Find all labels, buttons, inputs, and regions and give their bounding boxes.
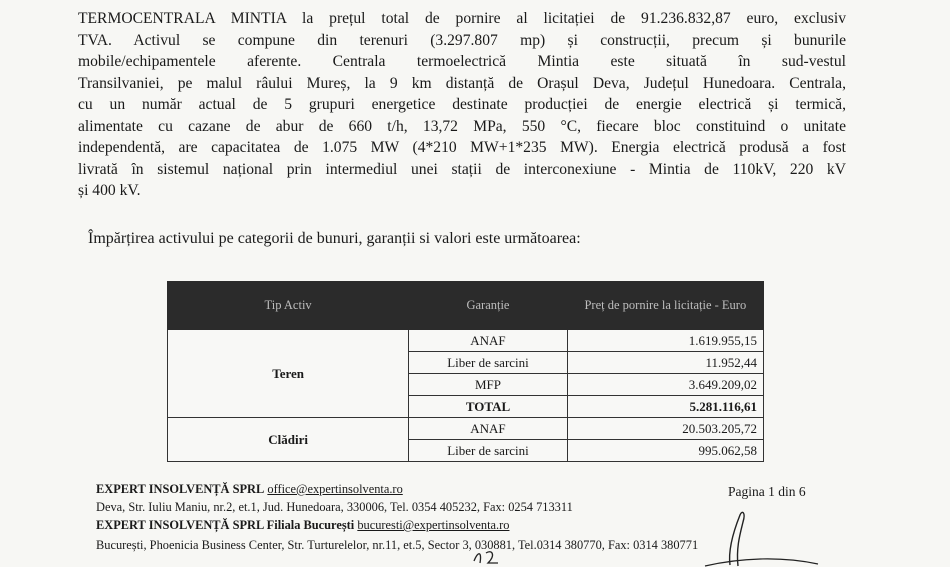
value-cell: 995.062,58 bbox=[567, 440, 763, 462]
body-line: mobile/echipamentele aferente. Centrala termoelectrică Mintia este situată în sud-vestul bbox=[78, 53, 846, 70]
header-start-price: Preț de pornire la licitație - Euro bbox=[567, 282, 763, 330]
value-cell: 11.952,44 bbox=[567, 352, 763, 374]
guarantee-cell: Liber de sarcini bbox=[409, 352, 567, 374]
footer-company-name: EXPERT INSOLVENȚĂ SPRL bbox=[96, 482, 265, 496]
body-line: TVA. Activul se compune din terenuri (3.297.807 mp) și construcții, precum și bunurile bbox=[78, 31, 846, 49]
table-row bbox=[168, 330, 764, 352]
value-cell: 20.503.205,72 bbox=[567, 418, 763, 440]
value-cell: 3.649.209,02 bbox=[567, 374, 763, 396]
body-line: Transilvaniei, pe malul râului Mureș, la 9 km distanță de Orașul Deva, Județul Hunedoara. Centrala, bbox=[78, 74, 846, 92]
asset-type-cell: Clădiri bbox=[168, 418, 409, 462]
footer-branch-email-link[interactable]: bucuresti@expertinsolventa.ro bbox=[357, 518, 510, 532]
body-line: independentă, are capacitatea de 1.075 MW (4*210 MW+1*235 MW). Energia electrică produsă a fost bbox=[78, 139, 846, 156]
signature-mark bbox=[700, 510, 820, 567]
guarantee-cell: Liber de sarcini bbox=[409, 440, 567, 462]
footer-address-deva: Deva, Str. Iuliu Maniu, nr.2, et.1, Jud. Hunedoara, 330006, Tel. 0354 405232, Fax: 0254 713311 bbox=[96, 500, 573, 514]
page-number: Pagina 1 din 6 bbox=[728, 484, 806, 499]
value-cell: 5.281.116,61 bbox=[567, 396, 763, 418]
table-header-row bbox=[168, 282, 764, 330]
table-row bbox=[168, 418, 764, 440]
body-line: livrată în sistemul național prin intermediul unei stații de interconexiune - Mintia de 110kV, 220 kV bbox=[78, 160, 846, 178]
asset-type-cell: Teren bbox=[168, 330, 409, 418]
guarantee-cell: ANAF bbox=[409, 418, 567, 440]
body-line: TERMOCENTRALA MINTIA la prețul total de pornire al licitației de 91.236.832,87 euro, exclusiv bbox=[78, 10, 846, 27]
guarantee-cell: ANAF bbox=[409, 330, 567, 352]
asset-table bbox=[167, 281, 764, 462]
guarantee-cell: TOTAL bbox=[409, 396, 567, 418]
footer-branch-name: EXPERT INSOLVENȚĂ SPRL Filiala București bbox=[96, 518, 355, 532]
body-line: și 400 kV. bbox=[78, 182, 141, 199]
body-line: cu un număr actual de 5 grupuri energetice destinate producției de energie electrică și termică, bbox=[78, 96, 846, 113]
guarantee-cell: MFP bbox=[409, 374, 567, 396]
header-asset-type: Tip Activ bbox=[168, 282, 409, 330]
footer-line-branch bbox=[96, 518, 509, 533]
handwritten-mark bbox=[470, 545, 510, 567]
table-intro: Împărțirea activului pe categorii de bunuri, garanții si valori este următoarea: bbox=[88, 230, 581, 247]
footer-address-bucharest: București, Phoenicia Business Center, Str. Turturelelor, nr.11, et.5, Sector 3, 030881, Tel.0314 380770, Fax: 0314 380771 bbox=[96, 538, 699, 552]
footer-email-link[interactable]: office@expertinsolventa.ro bbox=[267, 482, 403, 496]
body-paragraph bbox=[78, 8, 846, 202]
header-guarantee: Garanție bbox=[409, 282, 567, 330]
value-cell: 1.619.955,15 bbox=[567, 330, 763, 352]
footer-line-company bbox=[96, 482, 403, 497]
body-line: alimentate cu cazane de abur de 660 t/h, 13,72 MPa, 550 °C, fiecare bloc constituind o unitate bbox=[78, 117, 846, 135]
